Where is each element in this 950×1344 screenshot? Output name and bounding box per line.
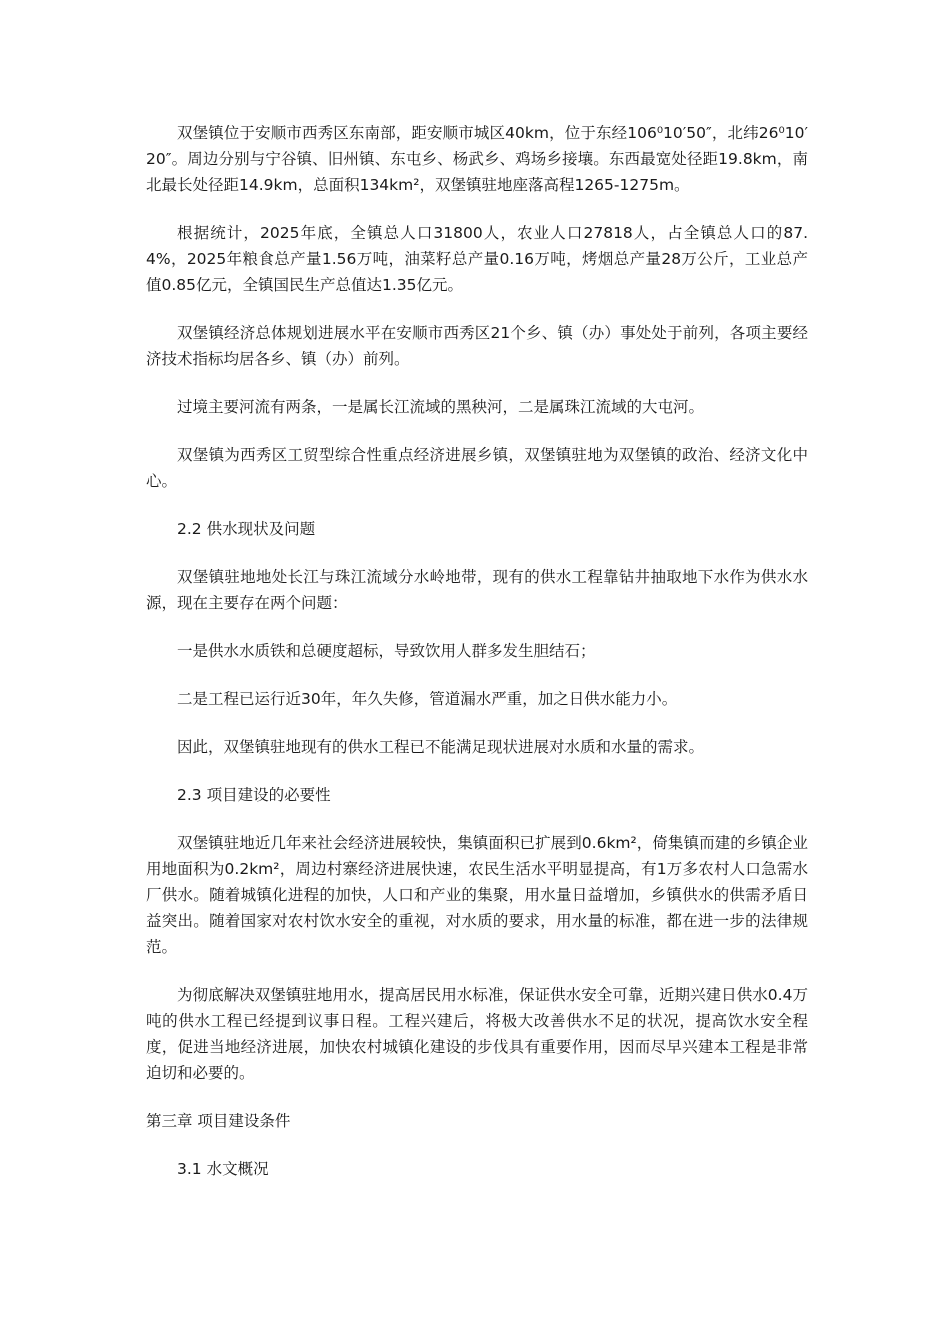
paragraph-location: 双堡镇位于安顺市西秀区东南部，距安顺市城区40km，位于东经106⁰10′50″，北纬26⁰10′20″。周边分别与宁谷镇、旧州镇、东屯乡、杨武乡、鸡场乡接壤。东西最宽处径距19.8km，南北最长处径距14.9km，总面积134km²，双堡镇驻地座落高程1265-1275m。	[146, 124, 808, 194]
paragraph-statistics: 根据统计，2025年底，全镇总人口31800人，农业人口27818人，占全镇总人口的87.4%，2025年粮食总产量1.56万吨，油菜籽总产量0.16万吨，烤烟总产量28万公斤，工业总产值0.85亿元，全镇国民生产总值达1.35亿元。	[146, 224, 808, 294]
paragraph-problem-two: 二是工程已运行近30年，年久失修，管道漏水严重，加之日供水能力小。	[177, 690, 678, 708]
paragraph-rivers: 过境主要河流有两条，一是属长江流域的黑秧河，二是属珠江流域的大屯河。	[177, 398, 705, 416]
paragraph-project-plan: 为彻底解决双堡镇驻地用水，提高居民用水标准，保证供水安全可靠，近期兴建日供水0.4万吨的供水工程已经提到议事日程。工程兴建后，将极大改善供水不足的状况，提高饮水安全程度，促进当地经济进展，加快农村城镇化建设的步伐具有重要作用，因而尽早兴建本工程是非常迫切和必要的。	[146, 986, 808, 1082]
section-heading-3-1: 3.1 水文概况	[177, 1160, 269, 1178]
paragraph-economic-ranking: 双堡镇经济总体规划进展水平在安顺市西秀区21个乡、镇（办）事处处于前列，各项主要经济技术指标均居各乡、镇（办）前列。	[146, 324, 808, 368]
document-page	[146, 120, 808, 1182]
paragraph-water-supply-status: 双堡镇驻地地处长江与珠江流域分水岭地带，现有的供水工程靠钻井抽取地下水作为供水水源，现在主要存在两个问题：	[146, 568, 808, 612]
paragraph-conclusion: 因此，双堡镇驻地现有的供水工程已不能满足现状进展对水质和水量的需求。	[177, 738, 705, 756]
paragraph-necessity: 双堡镇驻地近几年来社会经济进展较快，集镇面积已扩展到0.6km²，倚集镇而建的乡镇企业用地面积为0.2km²，周边村寨经济进展快速，农民生活水平明显提高，有1万多农村人口急需水厂供水。随着城镇化进程的加快，人口和产业的集聚，用水量日益增加，乡镇供水的供需矛盾日益突出。随着国家对农村饮水安全的重视，对水质的要求，用水量的标准，都在进一步的法律规范。	[146, 834, 808, 956]
paragraph-town-role: 双堡镇为西秀区工贸型综合性重点经济进展乡镇，双堡镇驻地为双堡镇的政治、经济文化中心。	[146, 446, 808, 490]
section-heading-2-3: 2.3 项目建设的必要性	[177, 786, 331, 804]
paragraph-problem-one: 一是供水水质铁和总硬度超标，导致饮用人群多发生胆结石；	[177, 642, 596, 660]
chapter-heading-3: 第三章 项目建设条件	[146, 1112, 291, 1130]
section-heading-2-2: 2.2 供水现状及问题	[177, 520, 316, 538]
